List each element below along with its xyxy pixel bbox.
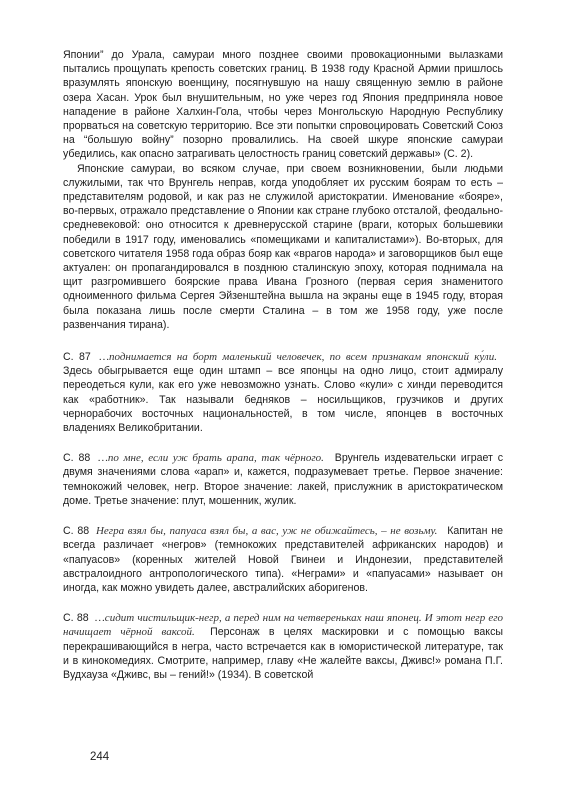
page-body xyxy=(63,48,503,682)
page-reference: С. 87 xyxy=(63,351,91,364)
quoted-passage: …сидит чистильщик-негр, а перед ним на четвереньках наш японец. И этот негр его начищает чёрной ваксой. xyxy=(63,612,503,639)
note-text: Здесь обыгрывается еще один штамп – все японцы на одно лицо, стоит адмиралу переодеться кули, как его уже невозможно узнать. Слово «кули» с хинди переводится как «работник». Так называли бедняков – носильщиков, грузчиков и других чернорабочих восточных национальностей, в том числе, японцев в восточных владениях Великобритании. xyxy=(63,365,503,435)
commentary-note xyxy=(63,611,503,682)
page-reference: С. 88 xyxy=(63,452,91,465)
paragraph: Японские самураи, во всяком случае, при своем возникновении, были людьми служилыми, так что Врунгель неправ, когда уподобляет их русским боярам то есть – представителям родовой, и как раз не служилой аристократии. Именование «бояре», во-первых, отражало представление о Японии как стране глубоко отсталой, феодально-средневековой: оно относится к древнерусской старине (враги, которых большевики победили в 1917 году, именовались «помещиками и капиталистами»). Во-вторых, для советского читателя 1958 года образ бояр как «врагов народа» и заговорщиков был еще актуален: он пропагандировался в позднюю сталинскую эпоху, которая поднимала на щит разгромившего боярские права Ивана Грозного (первая серия знаменитого одноименного фильма Сергея Эйзенштейна вышла на экраны еще в 1945 году, вторая была показана лишь после смерти Сталина – в том же 1958 году, уже после развенчания тирана). xyxy=(63,162,503,331)
quoted-passage: …поднимается на борт маленький человечек, по всем признакам японский ку́ли. xyxy=(99,351,497,364)
paragraph: Японии” до Урала, самураи много позднее своими провокационными вылазками пытались прощупать крепость советских границ. В 1938 году Красной Армии пришлось вразумлять японскую военщину, посягнувшую на нашу священную землю в районе озера Хасан. Урок был внушительным, но уже через год Япония предприняла новое нападение в районе Халхин-Гола, чтобы через Монгольскую Народную Республику прорваться на советскую территорию. Все эти попытки спровоцировать Советский Союз на “большую войну” позорно провалились. На своей шкуре японские самураи убедились, как опасно затрагивать целостность границ советский державы» (С. 2). xyxy=(63,49,503,161)
quoted-passage: …по мне, если уж брать арапа, так чёрного. xyxy=(98,452,324,465)
commentary-note xyxy=(63,350,503,435)
page-reference: С. 88 xyxy=(63,525,90,538)
note-text: Персонаж в целях маскировки и с помощью ваксы перекрашивающийся в негра, часто встречается как в юмористической литературе, так и в кинокомедиях. Смотрите, например, главу «Не жалейте ваксы, Дживс!» романа П.Г. Вудхауза «Дживс, вы – гений!» (1934). В советской xyxy=(63,626,503,681)
commentary-note xyxy=(63,451,503,508)
page-number: 244 xyxy=(90,751,110,763)
quoted-passage: Негра взял бы, папуаса взял бы, а вас, уж не обижайтесь, – не возьму. xyxy=(95,525,438,538)
page-reference: С. 88 xyxy=(63,612,89,625)
commentary-note xyxy=(63,524,503,595)
note-text: Капитан не всегда различает «негров» (темнокожих представителей африканских народов) и «папуасов» (коренных жителей Новой Гвинеи и Индонезии, представителей австралоидного антропологического типа). «Неграми» и «папуасами» называет он иногда, как можно увидеть далее, австралийских аборигенов. xyxy=(63,525,503,594)
note-text: Врунгель издевательски играет с двумя значениями слова «арап» и, кажется, подразумевает третье. Первое значение: темнокожий человек, негр. Второе значение: лакей, прислужник в аристократическом доме. Третье значение: плут, мошенник, жулик. xyxy=(63,452,504,507)
